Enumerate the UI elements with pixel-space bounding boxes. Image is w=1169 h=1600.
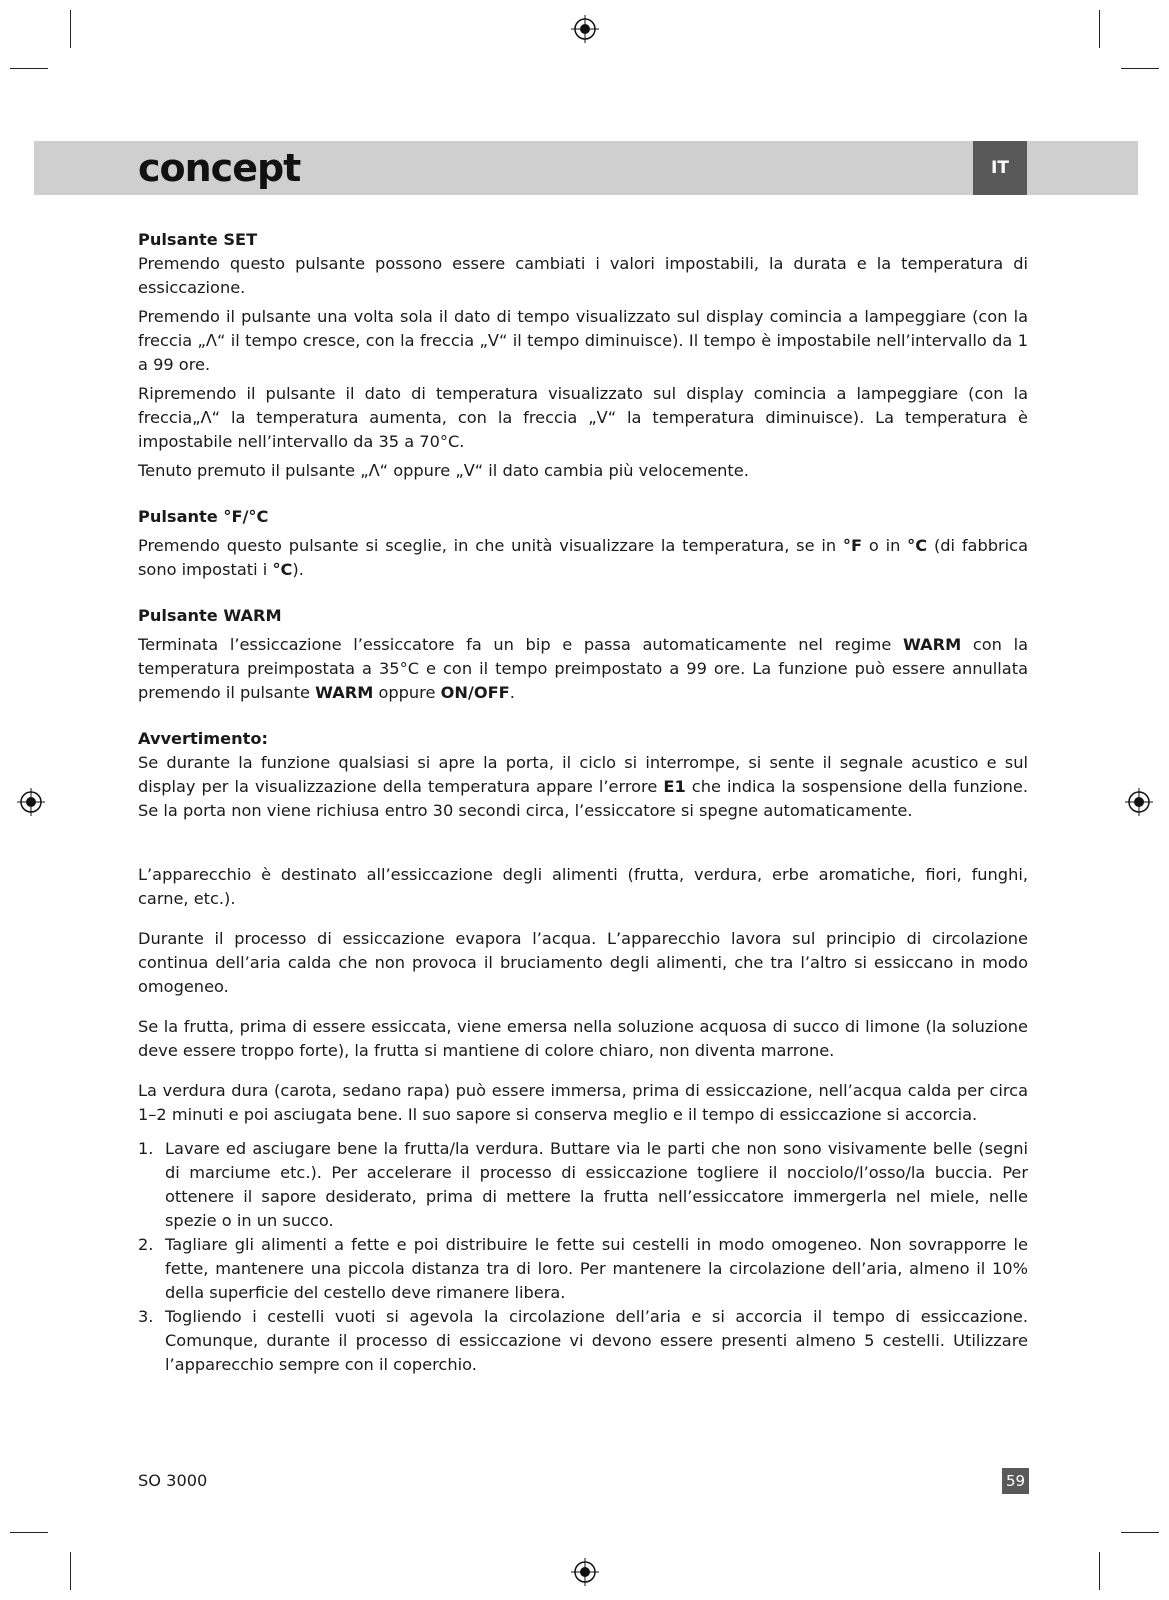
section-usage xyxy=(138,863,1028,1377)
crop-mark xyxy=(1121,1532,1159,1533)
list-item: 2. Tagliare gli alimenti a fette e poi distribuire le fette sui cestelli in modo omogeneo. Non sovrapporre le fette, mantenere una piccola distanza tra di loro. Per mantenere la circolazione dell’aria, almeno il 10% della superficie del cestello deve rimanere libera. xyxy=(138,1235,1028,1302)
registration-mark-icon xyxy=(16,787,46,817)
section-set-button xyxy=(138,228,1028,483)
section-title: Pulsante WARM xyxy=(138,606,282,625)
brand-logo: concept xyxy=(138,146,301,190)
paragraph: Durante il processo di essiccazione evapora l’acqua. L’apparecchio lavora sul principio di circolazione continua dell’aria calda che non provoca il bruciamento degli alimenti, che tra l’altro si essiccano in modo omogeneo. xyxy=(138,929,1028,996)
page-number: 59 xyxy=(1002,1468,1029,1494)
paragraph: Premendo questo pulsante si sceglie, in che unità visualizzare la temperatura, se in °F o in °C (di fabbrica sono impostati i °C). xyxy=(138,536,1028,579)
registration-mark-icon xyxy=(1124,787,1154,817)
section-title: Pulsante °F/°C xyxy=(138,507,269,526)
registration-mark-icon xyxy=(570,14,600,44)
paragraph: L’apparecchio è destinato all’essiccazione degli alimenti (frutta, verdura, erbe aromatiche, fiori, funghi, carne, etc.). xyxy=(138,865,1028,908)
registration-mark-icon xyxy=(570,1557,600,1587)
list-item: 3. Togliendo i cestelli vuoti si agevola la circolazione dell’aria e si accorcia il tempo di essiccazione. Comunque, durante il processo di essiccazione vi devono essere presenti almeno 5 cestelli. Utilizzare l’apparecchio sempre con il coperchio. xyxy=(138,1307,1028,1374)
steps-list xyxy=(138,1137,1028,1377)
crop-mark xyxy=(70,10,71,48)
crop-mark xyxy=(1121,68,1159,69)
section-warning xyxy=(138,727,1028,823)
main-content xyxy=(138,228,1028,1377)
paragraph: Premendo questo pulsante possono essere cambiati i valori impostabili, la durata e la temperatura di essiccazione. xyxy=(138,254,1028,297)
section-title: Avvertimento: xyxy=(138,729,269,748)
paragraph: Premendo il pulsante una volta sola il dato di tempo visualizzato sul display comincia a lampeggiare (con la freccia „ᐱ“ il tempo cresce, con la freccia „ᐯ“ il tempo diminuisce). Il tempo è impostabile nell’intervallo da 1 a 99 ore. xyxy=(138,307,1028,374)
crop-mark xyxy=(10,68,48,69)
paragraph: Ripremendo il pulsante il dato di temperatura visualizzato sul display comincia a lampeggiare (con la freccia„ᐱ“ la temperatura aumenta, con la freccia „ᐯ“ la temperatura diminuisce). La temperatura è impostabile nell’intervallo da 35 a 70°C. xyxy=(138,384,1028,451)
paragraph: Se la frutta, prima di essere essiccata, viene emersa nella soluzione acquosa di succo di limone (la soluzione deve essere troppo forte), la frutta si mantiene di colore chiaro, non diventa marrone. xyxy=(138,1017,1028,1060)
paragraph: Terminata l’essiccazione l’essiccatore fa un bip e passa automaticamente nel regime WARM con la temperatura preimpostata a 35°C e con il tempo preimpostato a 99 ore. La funzione può essere annullata premendo il pulsante WARM oppure ON/OFF. xyxy=(138,635,1028,702)
section-warm-button xyxy=(138,604,1028,705)
crop-mark xyxy=(1099,10,1100,48)
paragraph: Tenuto premuto il pulsante „ᐱ“ oppure „ᐯ“ il dato cambia più velocemente. xyxy=(138,461,749,480)
model-label: SO 3000 xyxy=(138,1471,208,1490)
paragraph: Se durante la funzione qualsiasi si apre la porta, il ciclo si interrompe, si sente il segnale acustico e sul display per la visualizzazione della temperatura appare l’errore E1 che indica la sospensione della funzione. Se la porta non viene richiusa entro 30 secondi circa, l’essiccatore si spegne automaticamente. xyxy=(138,753,1028,820)
crop-mark xyxy=(70,1552,71,1590)
section-title: Pulsante SET xyxy=(138,230,258,249)
section-fc-button xyxy=(138,505,1028,582)
crop-mark xyxy=(1099,1552,1100,1590)
crop-mark xyxy=(10,1532,48,1533)
paragraph: La verdura dura (carota, sedano rapa) può essere immersa, prima di essiccazione, nell’acqua calda per circa 1–2 minuti e poi asciugata bene. Il suo sapore si conserva meglio e il tempo di essiccazione si accorcia. xyxy=(138,1081,1028,1124)
language-badge: IT xyxy=(973,141,1027,195)
list-item: 1. Lavare ed asciugare bene la frutta/la verdura. Buttare via le parti che non sono visivamente belle (segni di marciume etc.). Per accelerare il processo di essiccazione togliere il nocciolo/l’osso/la buccia. Per ottenere il sapore desiderato, prima di mettere la frutta nell’essiccatore immergerla nel miele, nelle spezie o in un succo. xyxy=(138,1139,1028,1230)
